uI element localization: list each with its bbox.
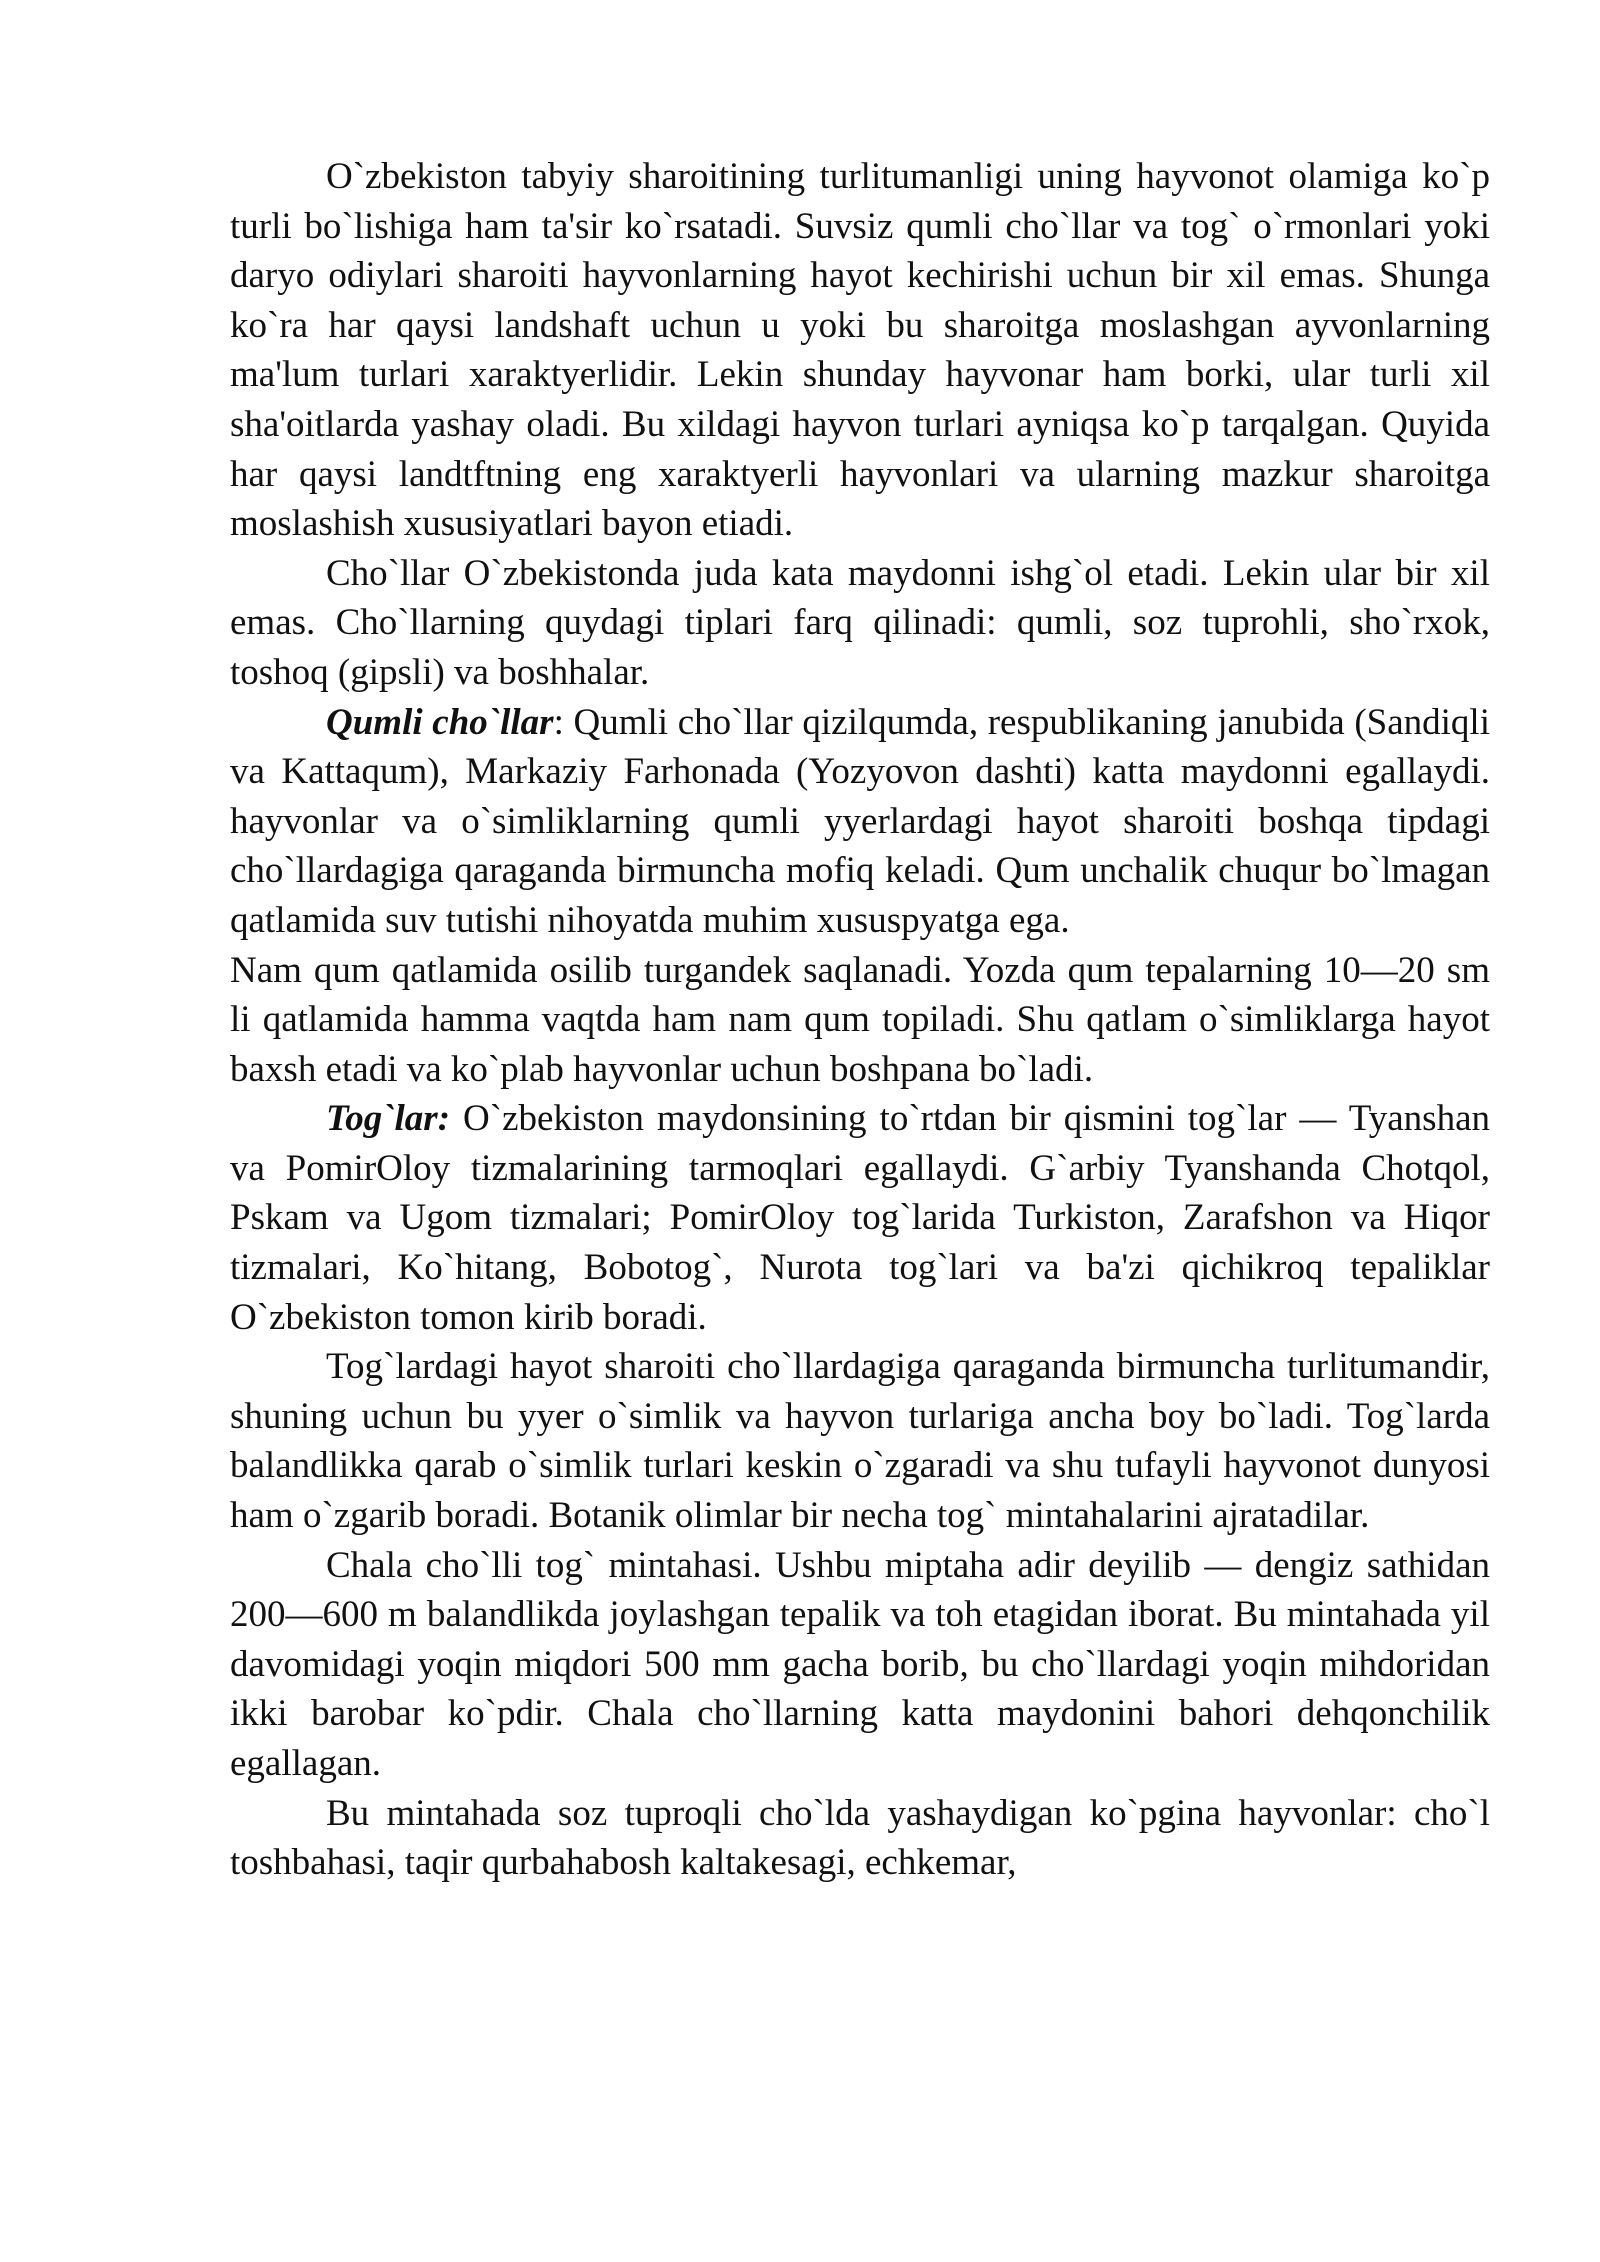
paragraph-4-text: Nam qum qatlamida osilib turgandek saqlanadi. Yozda qum tepalarning 10—20 sm li qatlamida hamma vaqtda ham nam qum topiladi. Shu qatlam o`simliklarga hayot baxsh etadi va ko`plab hayvonlar uchun boshpana bo`ladi. bbox=[230, 949, 1490, 1090]
paragraph-3 bbox=[230, 698, 1490, 946]
paragraph-6-text: Tog`lardagi hayot sharoiti cho`llardagiga qaraganda birmuncha turlitumandir, shuning uchun bu yyer o`simlik va hayvon turlariga ancha boy bo`ladi. Tog`larda balandlikka qarab o`simlik turlari keskin o`zgaradi va shu tufayli hayvonot dunyosi ham o`zgarib boradi. Botanik olimlar bir necha tog` mintahalarini ajratadilar. bbox=[230, 1346, 1490, 1537]
paragraph-1 bbox=[230, 152, 1490, 549]
paragraph-4 bbox=[230, 946, 1490, 1095]
paragraph-5-text: O`zbekiston maydonsining to`rtdan bir qismini tog`lar — Tyanshan va PomirOloy tizmalarining tarmoqlari egallaydi. G`arbiy Tyanshanda Chotqol, Pskam va Ugom tizmalari; PomirOloy tog`larida Turkiston, Zarafshon va Hiqor tizmalari, Ko`hitang, Bobotog`, Nurota tog`lari va ba'zi qichikroq tepaliklar O`zbekiston tomon kirib boradi. bbox=[230, 1098, 1490, 1338]
section-heading-qumli-chollar: Qumli cho`llar bbox=[326, 701, 554, 743]
paragraph-7 bbox=[230, 1541, 1490, 1789]
paragraph-3-text: : Qumli cho`llar qizilqumda, respublikaning janubida (Sandiqli va Kattaqum), Markaziy Farhonada (Yozyovon dashti) katta maydonni egallaydi. hayvonlar va o`simliklarning qumli yyerlardagi hayot sharoiti boshqa tipdagi cho`llardagiga qaraganda birmuncha mofiq keladi. Qum unchalik chuqur bo`lmagan qatlamida suv tutishi nihoyatda muhim xususpyatga ega. bbox=[230, 701, 1490, 941]
paragraph-2-text: Cho`llar O`zbekistonda juda kata maydonni ishg`ol etadi. Lekin ular bir xil emas. Cho`llarning quydagi tiplari farq qilinadi: qumli, soz tuprohli, sho`rxok, toshoq (gipsli) va boshhalar. bbox=[230, 552, 1490, 693]
paragraph-1-text: O`zbekiston tabyiy sharoitining turlitumanligi uning hayvonot olamiga ko`p turli bo`lishiga ham ta'sir ko`rsatadi. Suvsiz qumli cho`llar va tog` o`rmonlari yoki daryo odiylari sharoiti hayvonlarning hayot kechirishi uchun bir xil emas. Shunga ko`ra har qaysi landshaft uchun u yoki bu sharoitga moslashgan ayvonlarning ma'lum turlari xaraktyerlidir. Lekin shunday hayvonar ham borki, ular turli xil sha'oitlarda yashay oladi. Bu xildagi hayvon turlari ayniqsa ko`p tarqalgan. Quyida har qaysi landtftning eng xaraktyerli hayvonlari va ularning mazkur sharoitga moslashish xususiyatlari bayon etiadi. bbox=[230, 156, 1490, 545]
paragraph-8 bbox=[230, 1789, 1490, 1888]
paragraph-7-text: Chala cho`lli tog` mintahasi. Ushbu miptaha adir deyilib — dengiz sathidan 200—600 m balandlikda joylashgan tepalik va toh etagidan iborat. Bu mintahada yil davomidagi yoqin miqdori 500 mm gacha borib, bu cho`llardagi yoqin mihdoridan ikki barobar ko`pdir. Chala cho`llarning katta maydonini bahori dehqonchilik egallagan. bbox=[230, 1544, 1490, 1784]
document-page bbox=[230, 152, 1490, 1888]
paragraph-5 bbox=[230, 1094, 1490, 1342]
paragraph-8-text: Bu mintahada soz tuproqli cho`lda yashaydigan ko`pgina hayvonlar: cho`l toshbahasi, taqir qurbahabosh kaltakesagi, echkemar, bbox=[230, 1792, 1490, 1884]
paragraph-2 bbox=[230, 549, 1490, 698]
paragraph-6 bbox=[230, 1342, 1490, 1540]
section-heading-toglar: Tog`lar: bbox=[326, 1098, 451, 1140]
